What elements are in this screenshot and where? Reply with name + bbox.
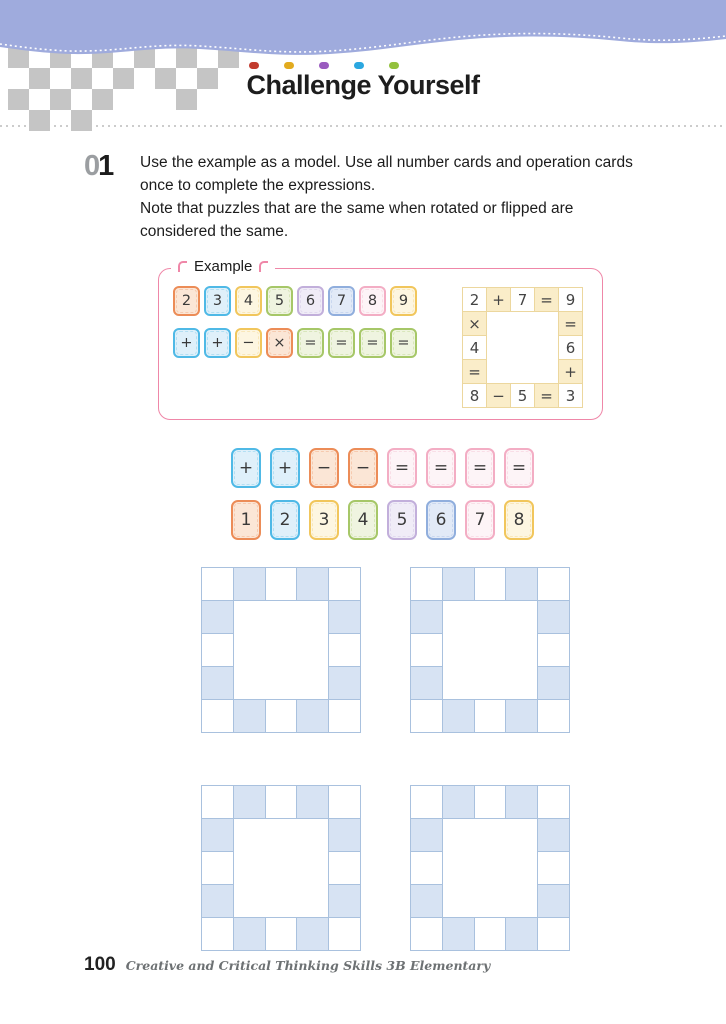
answer-cell[interactable] xyxy=(265,568,297,601)
example-grid-center xyxy=(535,360,559,384)
answer-grid-center xyxy=(265,852,297,885)
answer-grid-center xyxy=(297,819,329,852)
decorative-dot xyxy=(249,62,259,69)
decorative-dot xyxy=(389,62,399,69)
answer-cell[interactable] xyxy=(411,601,443,634)
answer-cell[interactable] xyxy=(538,918,570,951)
answer-cell[interactable] xyxy=(202,667,234,700)
example-grid-center xyxy=(511,360,535,384)
answer-grid xyxy=(410,785,570,951)
answer-cell[interactable] xyxy=(538,634,570,667)
puzzle-operation-cards xyxy=(231,448,534,488)
answer-cell[interactable] xyxy=(329,601,361,634)
answer-grid-center xyxy=(233,667,265,700)
answer-grid-center xyxy=(474,667,506,700)
number-card[interactable]: 6 xyxy=(426,500,456,540)
answer-cell[interactable] xyxy=(411,634,443,667)
answer-cell[interactable] xyxy=(329,667,361,700)
operation-card[interactable]: − xyxy=(309,448,339,488)
answer-cell[interactable] xyxy=(329,852,361,885)
answer-cell[interactable] xyxy=(329,819,361,852)
example-number-cell: 3 xyxy=(559,384,583,408)
answer-cell[interactable] xyxy=(202,819,234,852)
answer-grid-center xyxy=(297,667,329,700)
example-grid-center xyxy=(487,360,511,384)
answer-grid-center xyxy=(442,601,474,634)
example-number-card: 8 xyxy=(359,286,386,316)
answer-cell[interactable] xyxy=(265,786,297,819)
answer-cell[interactable] xyxy=(506,700,538,733)
example-number-card: 5 xyxy=(266,286,293,316)
example-operation-card: + xyxy=(173,328,200,358)
answer-grid-center xyxy=(265,667,297,700)
answer-grid xyxy=(201,785,361,951)
answer-cell[interactable] xyxy=(297,568,329,601)
answer-cell[interactable] xyxy=(474,568,506,601)
answer-grid-center xyxy=(474,885,506,918)
answer-cell[interactable] xyxy=(506,918,538,951)
answer-grid-center xyxy=(506,601,538,634)
answer-grid-center xyxy=(297,601,329,634)
example-operator-cell: × xyxy=(463,312,487,336)
question-paragraph-2: Note that puzzles that are the same when rotated or flipped are considered the same. xyxy=(140,200,574,240)
answer-grid-center xyxy=(442,667,474,700)
answer-cell[interactable] xyxy=(202,568,234,601)
answer-cell[interactable] xyxy=(506,786,538,819)
answer-cell[interactable] xyxy=(411,700,443,733)
number-card[interactable]: 5 xyxy=(387,500,417,540)
answer-cell[interactable] xyxy=(329,634,361,667)
answer-cell[interactable] xyxy=(202,634,234,667)
answer-grid-center xyxy=(442,852,474,885)
example-operation-cards xyxy=(173,328,417,358)
example-number-cell: 4 xyxy=(463,336,487,360)
answer-cell[interactable] xyxy=(297,786,329,819)
answer-grid-center xyxy=(442,885,474,918)
answer-grid-center xyxy=(233,852,265,885)
checker-square xyxy=(71,110,92,131)
operation-card[interactable]: = xyxy=(426,448,456,488)
book-title: Creative and Critical Thinking Skills 3B Elementary xyxy=(125,958,491,973)
example-operation-card: = xyxy=(390,328,417,358)
answer-cell[interactable] xyxy=(411,819,443,852)
example-operation-card: × xyxy=(266,328,293,358)
answer-cell[interactable] xyxy=(411,852,443,885)
answer-cell[interactable] xyxy=(474,700,506,733)
answer-grid-center xyxy=(506,885,538,918)
example-operator-cell: = xyxy=(535,384,559,408)
answer-grid-center xyxy=(297,885,329,918)
number-card[interactable]: 2 xyxy=(270,500,300,540)
answer-cell[interactable] xyxy=(538,786,570,819)
answer-cell[interactable] xyxy=(538,700,570,733)
page-number: 100 xyxy=(84,954,116,975)
answer-cell[interactable] xyxy=(202,852,234,885)
answer-cell[interactable] xyxy=(329,700,361,733)
number-card[interactable]: 4 xyxy=(348,500,378,540)
answer-grid xyxy=(201,567,361,733)
decorative-dot xyxy=(354,62,364,69)
answer-cell[interactable] xyxy=(411,667,443,700)
example-number-card: 2 xyxy=(173,286,200,316)
answer-cell[interactable] xyxy=(297,918,329,951)
answer-grid-center xyxy=(442,819,474,852)
example-grid-center xyxy=(511,312,535,336)
answer-cell[interactable] xyxy=(329,918,361,951)
example-grid-center xyxy=(535,312,559,336)
answer-grid-center xyxy=(506,819,538,852)
example-operator-cell: = xyxy=(559,312,583,336)
example-number-cell: 6 xyxy=(559,336,583,360)
operation-card[interactable]: = xyxy=(504,448,534,488)
example-operator-cell: + xyxy=(487,288,511,312)
example-operation-card: = xyxy=(359,328,386,358)
header-wave-path xyxy=(0,0,726,55)
decorative-dot xyxy=(284,62,294,69)
example-grid-center xyxy=(535,336,559,360)
answer-grid-center xyxy=(474,852,506,885)
question-number: 01 xyxy=(84,150,113,182)
answer-grid-center xyxy=(442,634,474,667)
answer-grid-center xyxy=(233,819,265,852)
page-title: Challenge Yourself xyxy=(246,70,480,100)
answer-cell[interactable] xyxy=(329,568,361,601)
answer-cell[interactable] xyxy=(442,918,474,951)
answer-cell[interactable] xyxy=(202,786,234,819)
operation-card[interactable]: + xyxy=(270,448,300,488)
answer-grid xyxy=(410,567,570,733)
example-operation-card: − xyxy=(235,328,262,358)
answer-cell[interactable] xyxy=(538,885,570,918)
answer-cell[interactable] xyxy=(297,700,329,733)
answer-cell[interactable] xyxy=(474,786,506,819)
question-paragraph-1: Use the example as a model. Use all number cards and operation cards once to complete the expressions. xyxy=(140,154,633,194)
example-number-card: 7 xyxy=(328,286,355,316)
answer-cell[interactable] xyxy=(442,786,474,819)
answer-cell[interactable] xyxy=(538,568,570,601)
example-operator-cell: = xyxy=(463,360,487,384)
answer-cell[interactable] xyxy=(233,568,265,601)
question-text xyxy=(140,151,638,243)
operation-card[interactable]: = xyxy=(465,448,495,488)
example-number-cards xyxy=(173,286,417,316)
number-card[interactable]: 1 xyxy=(231,500,261,540)
example-label: Example xyxy=(171,258,275,275)
example-grid-center xyxy=(487,336,511,360)
number-card[interactable]: 3 xyxy=(309,500,339,540)
example-solution-grid xyxy=(462,287,583,408)
answer-cell[interactable] xyxy=(538,601,570,634)
answer-grid-center xyxy=(506,634,538,667)
number-card[interactable]: 8 xyxy=(504,500,534,540)
example-operator-cell: = xyxy=(535,288,559,312)
answer-cell[interactable] xyxy=(411,885,443,918)
answer-cell[interactable] xyxy=(233,700,265,733)
checker-square xyxy=(29,110,50,131)
answer-cell[interactable] xyxy=(233,918,265,951)
example-number-cell: 8 xyxy=(463,384,487,408)
example-operation-card: = xyxy=(328,328,355,358)
answer-grid-center xyxy=(297,634,329,667)
puzzle-number-cards xyxy=(231,500,534,540)
example-operator-cell: + xyxy=(559,360,583,384)
example-number-cell: 2 xyxy=(463,288,487,312)
answer-grid-center xyxy=(506,852,538,885)
answer-grids xyxy=(201,567,570,951)
example-number-card: 9 xyxy=(390,286,417,316)
answer-grid-center xyxy=(233,601,265,634)
answer-cell[interactable] xyxy=(442,700,474,733)
answer-cell[interactable] xyxy=(202,918,234,951)
answer-cell[interactable] xyxy=(538,819,570,852)
answer-cell[interactable] xyxy=(202,885,234,918)
answer-grid-center xyxy=(474,819,506,852)
decorative-dot xyxy=(319,62,329,69)
answer-grid-center xyxy=(506,667,538,700)
operation-card[interactable]: = xyxy=(387,448,417,488)
answer-grid-center xyxy=(233,885,265,918)
answer-cell[interactable] xyxy=(265,700,297,733)
example-operation-card: = xyxy=(297,328,324,358)
example-number-cell: 5 xyxy=(511,384,535,408)
answer-cell[interactable] xyxy=(411,786,443,819)
operation-card[interactable]: − xyxy=(348,448,378,488)
operation-card[interactable]: + xyxy=(231,448,261,488)
example-number-card: 6 xyxy=(297,286,324,316)
answer-grid-center xyxy=(474,634,506,667)
answer-grid-center xyxy=(233,634,265,667)
page-footer xyxy=(84,954,490,976)
answer-cell[interactable] xyxy=(202,700,234,733)
example-operator-cell: − xyxy=(487,384,511,408)
answer-cell[interactable] xyxy=(442,568,474,601)
example-number-cell: 9 xyxy=(559,288,583,312)
answer-grid-center xyxy=(297,852,329,885)
example-grid-center xyxy=(487,312,511,336)
example-number-card: 3 xyxy=(204,286,231,316)
title-dots xyxy=(249,62,399,69)
answer-grid-center xyxy=(265,601,297,634)
answer-grid-center xyxy=(265,819,297,852)
answer-cell[interactable] xyxy=(329,786,361,819)
header-wave xyxy=(0,0,726,64)
example-number-card: 4 xyxy=(235,286,262,316)
answer-grid-center xyxy=(265,885,297,918)
example-operation-card: + xyxy=(204,328,231,358)
answer-cell[interactable] xyxy=(474,918,506,951)
answer-cell[interactable] xyxy=(265,918,297,951)
number-card[interactable]: 7 xyxy=(465,500,495,540)
example-number-cell: 7 xyxy=(511,288,535,312)
example-grid-center xyxy=(511,336,535,360)
answer-cell[interactable] xyxy=(329,885,361,918)
answer-cell[interactable] xyxy=(506,568,538,601)
answer-cell[interactable] xyxy=(233,786,265,819)
answer-cell[interactable] xyxy=(411,568,443,601)
answer-cell[interactable] xyxy=(202,601,234,634)
answer-cell[interactable] xyxy=(411,918,443,951)
answer-grid-center xyxy=(474,601,506,634)
example-box xyxy=(158,258,603,420)
answer-grid-center xyxy=(265,634,297,667)
answer-cell[interactable] xyxy=(538,852,570,885)
answer-cell[interactable] xyxy=(538,667,570,700)
